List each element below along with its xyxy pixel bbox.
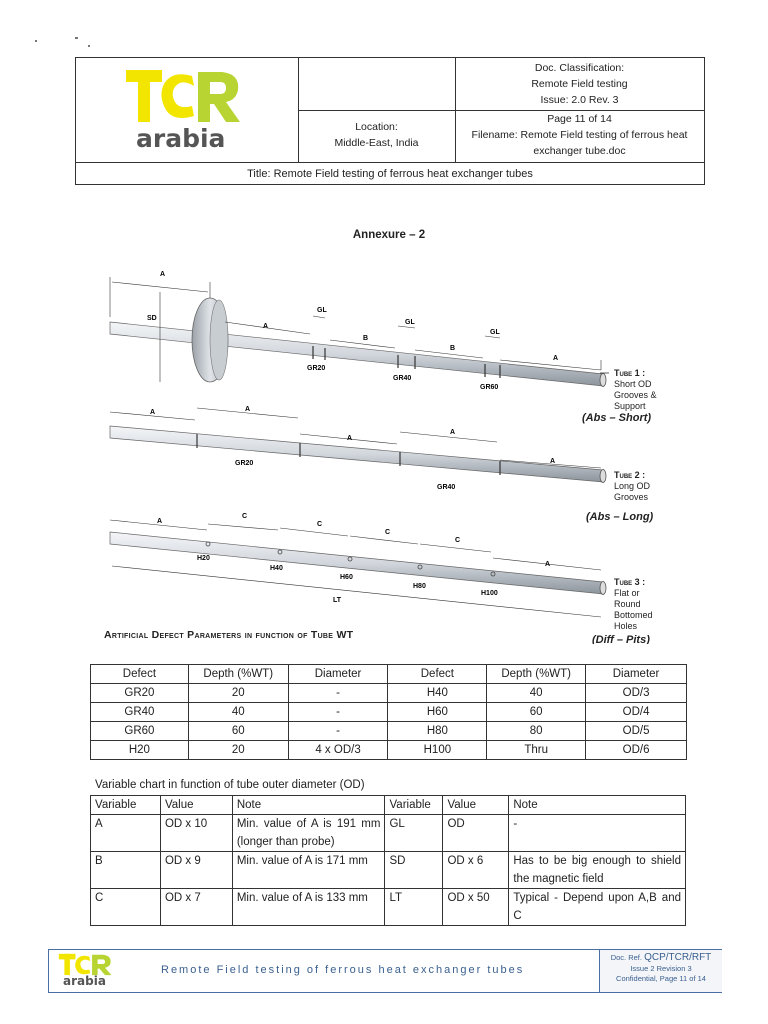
table-cell: - bbox=[509, 815, 686, 852]
table-header-cell: Defect bbox=[388, 665, 487, 684]
tube3-dim-label: C bbox=[385, 529, 391, 536]
tube3-dim-label: C bbox=[242, 513, 248, 520]
tube3-caption-line: Flat or bbox=[614, 588, 640, 598]
hole-label: H20 bbox=[197, 555, 210, 562]
tube3-caption bbox=[614, 577, 653, 632]
table-cell: GR60 bbox=[91, 722, 189, 741]
table-cell: H40 bbox=[388, 684, 487, 703]
table-cell: GR40 bbox=[91, 703, 189, 722]
groove-label: GR20 bbox=[307, 365, 326, 372]
table-cell: H20 bbox=[91, 741, 189, 760]
table-cell: 60 bbox=[487, 703, 586, 722]
tube1-dim-label: A bbox=[160, 271, 166, 278]
groove-label: GR20 bbox=[235, 460, 254, 467]
table-cell: SD bbox=[385, 852, 443, 889]
header-logo-cell bbox=[76, 58, 299, 162]
page-number: Page 11 of 14 bbox=[547, 113, 612, 125]
table-row bbox=[91, 684, 687, 703]
tube1-mode: (Abs – Short) bbox=[582, 412, 652, 424]
table-cell: Min. value of A is 171 mm bbox=[232, 852, 385, 889]
table-header-cell: Variable bbox=[91, 796, 161, 815]
table-header-row bbox=[91, 665, 687, 684]
filename: Filename: Remote Field testing of ferrous heat exchanger tube.doc bbox=[471, 129, 688, 157]
table-cell: Has to be big enough to shield the magnetic field bbox=[509, 852, 686, 889]
groove-label: GR60 bbox=[480, 384, 499, 391]
tube1-dim-label: A bbox=[263, 323, 269, 330]
tube3-caption-title: Tube 3 : bbox=[614, 577, 646, 587]
table-header-cell: Depth (%WT) bbox=[188, 665, 288, 684]
table-cell: OD/5 bbox=[586, 722, 687, 741]
tube3-dim-label: LT bbox=[333, 597, 342, 604]
table-cell: OD/4 bbox=[586, 703, 687, 722]
table-cell: 20 bbox=[188, 741, 288, 760]
table-cell: GL bbox=[385, 815, 443, 852]
document-footer bbox=[48, 949, 722, 993]
hole-label: H100 bbox=[481, 590, 498, 597]
doc-ref-value: QCP/TCR/RFT bbox=[644, 952, 712, 963]
table-header-cell: Defect bbox=[91, 665, 189, 684]
tube2-dim-label: A bbox=[550, 458, 556, 465]
table-header-row bbox=[91, 796, 686, 815]
tube1-caption-line: Grooves & bbox=[614, 390, 657, 400]
tube2-group bbox=[110, 406, 606, 491]
location-label: Location: bbox=[355, 121, 398, 133]
tube3-dim-label: C bbox=[317, 521, 323, 528]
tube2-caption-line: Grooves bbox=[614, 492, 649, 502]
table-header-cell: Note bbox=[232, 796, 385, 815]
header-divider bbox=[298, 110, 704, 111]
tube1-caption bbox=[614, 368, 657, 412]
table-cell: 60 bbox=[188, 722, 288, 741]
tube1-body bbox=[110, 322, 603, 386]
tube3-caption-line: Bottomed bbox=[614, 610, 653, 620]
footer-issue: Issue 2 Revision 3 bbox=[630, 964, 692, 973]
scan-mark bbox=[75, 37, 78, 39]
tube1-dim-label: B bbox=[363, 335, 369, 342]
groove-label: GR40 bbox=[393, 375, 412, 382]
logo-wordmark: arabia bbox=[136, 124, 226, 153]
table-cell: Min. value of A is 191 mm (longer than probe) bbox=[232, 815, 385, 852]
table-cell: OD x 6 bbox=[443, 852, 509, 889]
hole-label: H40 bbox=[270, 565, 283, 572]
tube2-caption-line: Long OD bbox=[614, 481, 651, 491]
table-cell: - bbox=[288, 722, 388, 741]
tube3-group bbox=[110, 513, 606, 617]
hole-label: H60 bbox=[340, 574, 353, 581]
variable-chart-caption: Variable chart in function of tube outer diameter (OD) bbox=[95, 779, 365, 791]
tube2-body bbox=[110, 426, 603, 482]
table-cell: 20 bbox=[188, 684, 288, 703]
table-cell: GR20 bbox=[91, 684, 189, 703]
tube1-group bbox=[110, 271, 609, 391]
footer-confidential: Confidential, Page 11 of 14 bbox=[616, 974, 706, 983]
table-row bbox=[91, 852, 686, 889]
footer-ref-block bbox=[599, 950, 722, 992]
annexure-heading: Annexure – 2 bbox=[352, 229, 426, 241]
document-title: Title: Remote Field testing of ferrous heat exchanger tubes bbox=[76, 162, 704, 185]
tube1-caption-line: Short OD bbox=[614, 379, 652, 389]
tube2-caption bbox=[614, 470, 650, 503]
table-cell: Min. value of A is 133 mm bbox=[232, 889, 385, 926]
tube3-caption-line: Holes bbox=[614, 621, 638, 631]
table-row bbox=[91, 889, 686, 926]
tube3-dim-label: A bbox=[157, 518, 163, 525]
table-row bbox=[91, 703, 687, 722]
tube3-dim-label: C bbox=[455, 537, 461, 544]
table-cell: OD x 50 bbox=[443, 889, 509, 926]
table-cell: B bbox=[91, 852, 161, 889]
scan-mark bbox=[88, 45, 90, 47]
doc-ref-label: Doc. Ref. bbox=[610, 953, 642, 962]
groove-label: GR40 bbox=[437, 484, 456, 491]
tube2-mode: (Abs – Long) bbox=[586, 511, 654, 523]
table-cell: OD x 7 bbox=[160, 889, 232, 926]
table-cell: OD x 10 bbox=[160, 815, 232, 852]
variable-table bbox=[90, 795, 686, 926]
table-cell: H60 bbox=[388, 703, 487, 722]
table-cell: 4 x OD/3 bbox=[288, 741, 388, 760]
tube3-dim-label: A bbox=[545, 561, 551, 568]
tube1-caption-title: Tube 1 : bbox=[614, 368, 646, 378]
footer-title: Remote Field testing of ferrous heat exchanger tubes bbox=[161, 964, 525, 976]
tube-diagram bbox=[95, 262, 695, 647]
table-row bbox=[91, 722, 687, 741]
table-cell: C bbox=[91, 889, 161, 926]
tube3-mode: (Diff – Pits) bbox=[592, 634, 650, 644]
tube2-caption-title: Tube 2 : bbox=[614, 470, 646, 480]
tube1-dim-label: A bbox=[553, 355, 559, 362]
table-cell: H80 bbox=[388, 722, 487, 741]
tube1-dim-label: GL bbox=[490, 329, 500, 336]
table-row bbox=[91, 815, 686, 852]
issue-text: Issue: 2.0 Rev. 3 bbox=[540, 94, 619, 106]
tube2-dim-label: A bbox=[450, 429, 456, 436]
tube2-dim-label: A bbox=[347, 435, 353, 442]
table-cell: OD/3 bbox=[586, 684, 687, 703]
table-cell: 40 bbox=[487, 684, 586, 703]
artificial-defect-heading: Artificial Defect Parameters in function of Tube WT bbox=[104, 629, 354, 641]
table-cell: A bbox=[91, 815, 161, 852]
tube3-caption-line: Round bbox=[614, 599, 641, 609]
doc-classification-label: Doc. Classification: bbox=[534, 62, 625, 74]
table-header-cell: Value bbox=[443, 796, 509, 815]
table-header-cell: Note bbox=[509, 796, 686, 815]
tcr-logo-mark bbox=[122, 66, 252, 126]
defect-parameters-table bbox=[90, 664, 687, 760]
table-header-cell: Variable bbox=[385, 796, 443, 815]
table-cell: Typical - Depend upon A,B and C bbox=[509, 889, 686, 926]
footer-logo-word: arabia bbox=[63, 974, 106, 988]
table-cell: Thru bbox=[487, 741, 586, 760]
table-header-cell: Diameter bbox=[586, 665, 687, 684]
tube1-dim-label: SD bbox=[147, 315, 157, 322]
table-cell: 80 bbox=[487, 722, 586, 741]
table-cell: LT bbox=[385, 889, 443, 926]
table-header-cell: Diameter bbox=[288, 665, 388, 684]
table-cell: - bbox=[288, 684, 388, 703]
footer-logo bbox=[57, 952, 117, 992]
hole-label: H80 bbox=[413, 583, 426, 590]
tube1-dim-label: B bbox=[450, 345, 456, 352]
document-header bbox=[75, 57, 705, 185]
table-cell: OD/6 bbox=[586, 741, 687, 760]
tube2-dim-label: A bbox=[150, 409, 156, 416]
table-cell: OD bbox=[443, 815, 509, 852]
table-cell: - bbox=[288, 703, 388, 722]
table-header-cell: Value bbox=[160, 796, 232, 815]
table-cell: OD x 9 bbox=[160, 852, 232, 889]
scan-mark bbox=[35, 40, 37, 42]
table-header-cell: Depth (%WT) bbox=[487, 665, 586, 684]
location-value: Middle-East, India bbox=[334, 137, 419, 149]
table-cell: H100 bbox=[388, 741, 487, 760]
tube1-caption-line: Support bbox=[614, 401, 646, 411]
tube3-body bbox=[110, 532, 603, 594]
table-row bbox=[91, 741, 687, 760]
doc-classification-value: Remote Field testing bbox=[531, 78, 628, 90]
tube1-dim-label: GL bbox=[317, 307, 327, 314]
tube2-dim-label: A bbox=[245, 406, 251, 413]
tcr-logo bbox=[122, 66, 252, 158]
tube1-dim-label: GL bbox=[405, 319, 415, 326]
table-cell: 40 bbox=[188, 703, 288, 722]
tcr-logo-small bbox=[57, 952, 117, 976]
